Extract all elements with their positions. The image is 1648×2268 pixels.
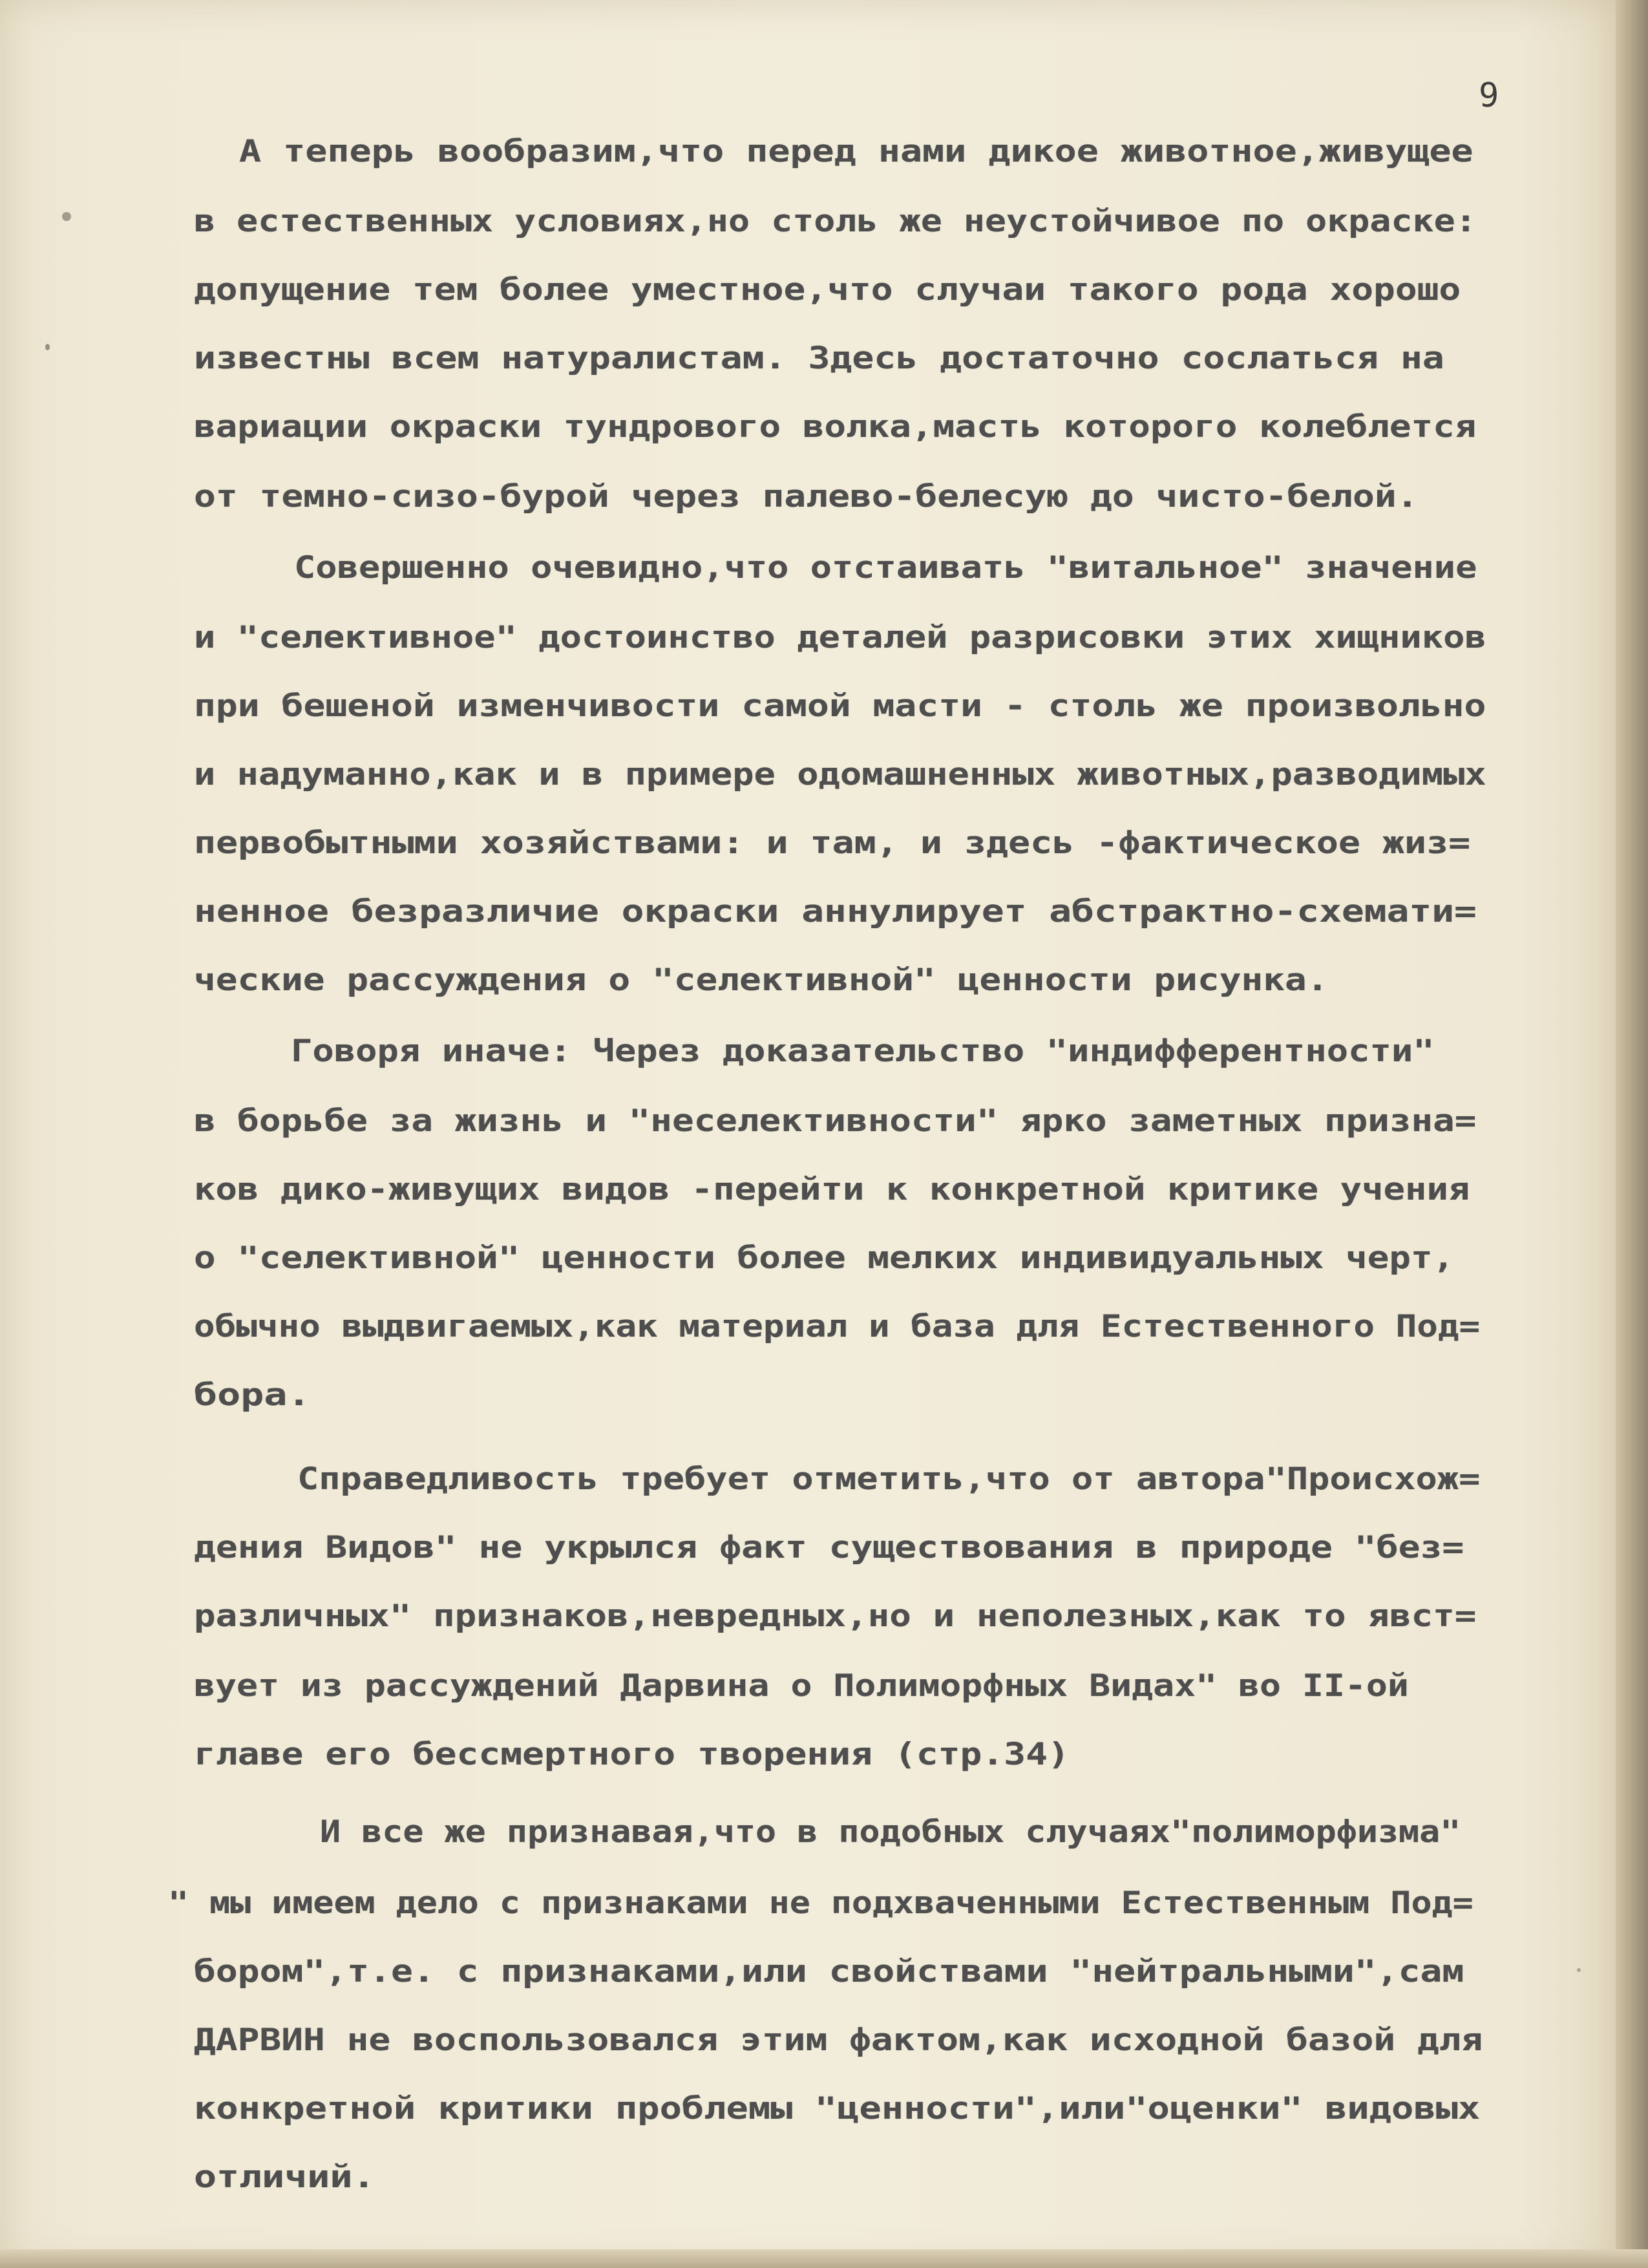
text-line: вует из рассуждений Дарвина о Полиморфных Видах" во II-ой	[194, 1668, 1409, 1704]
text-line: бора.	[194, 1377, 311, 1413]
text-line: и надуманно,как и в примере одомашненных животных,разводимых	[194, 757, 1486, 792]
text-line: главе его бессмертного творения (стр.34)	[194, 1737, 1070, 1772]
text-line: первобытными хозяйствами: и там, и здесь -фактическое жиз=	[194, 825, 1471, 861]
text-line: дения Видов" не укрылся факт существования в природе "без=	[194, 1530, 1464, 1565]
text-line: различных" признаков,невредных,но и неполезных,как то явст=	[194, 1598, 1477, 1634]
text-line: вариации окраски тундрового волка,масть которого колеблется	[194, 409, 1477, 445]
paper-speck	[1577, 1968, 1581, 1972]
text-line: конкретной критики проблемы "ценности",или"оценки" видовых	[194, 2091, 1481, 2126]
text-line: в естественных условиях,но столь же неустойчивое по окраске:	[194, 204, 1477, 239]
text-line: А теперь вообразим,что перед нами дикое животное,живущее	[239, 134, 1474, 169]
text-line: при бешеной изменчивости самой масти - столь же произвольно	[194, 688, 1486, 724]
text-line: ненное безразличие окраски аннулирует абстрактно-схемати=	[194, 894, 1477, 929]
scanner-edge-bottom	[0, 2249, 1648, 2268]
text-line: обычно выдвигаемых,как материал и база для Естественного Под=	[194, 1309, 1481, 1344]
text-line: в борьбе за жизнь и "неселективности" ярко заметных призна=	[194, 1103, 1477, 1139]
typed-text-body	[168, 129, 1486, 2195]
text-line: Говоря иначе: Через доказательство "индифферентности"	[291, 1033, 1435, 1069]
text-line: ков дико-живущих видов -перейти к конкретной критике учения	[194, 1172, 1470, 1207]
text-line: И все же признавая,что в подобных случаях"полиморфизма"	[320, 1814, 1461, 1850]
page-number: 9	[1479, 76, 1499, 115]
text-line: допущение тем более уместное,что случаи такого рода хорошо	[194, 272, 1461, 308]
text-line: и "селективное" достоинство деталей разрисовки этих хищников	[194, 620, 1486, 655]
text-line: бором",т.е. с признаками,или свойствами "нейтральными",сам	[194, 1954, 1464, 1989]
text-line: от темно-сизо-бурой через палево-белесую до чисто-белой.	[194, 479, 1419, 514]
text-line: известны всем натуралистам. Здесь достаточно сослаться на	[194, 341, 1444, 376]
text-line: отличий.	[194, 2159, 375, 2195]
text-line: ДАРВИН не воспользовался этим фактом,как исходной базой для	[194, 2022, 1483, 2058]
text-line: ческие рассуждения о "селективной" ценности рисунка.	[194, 962, 1329, 998]
scanner-edge-right	[1616, 0, 1648, 2268]
paper-speck	[45, 344, 50, 350]
text-line: Совершенно очевидно,что отстаивать "витальное" значение	[294, 550, 1477, 586]
text-line: " мы имеем дело с признаками не подхваченными Естественным Под=	[168, 1885, 1474, 1921]
paper-speck	[62, 212, 71, 221]
text-line: Справедливость требует отметить,что от автора"Происхож=	[297, 1461, 1481, 1497]
text-line: о "селективной" ценности более мелких индивидуальных черт,	[194, 1240, 1455, 1276]
